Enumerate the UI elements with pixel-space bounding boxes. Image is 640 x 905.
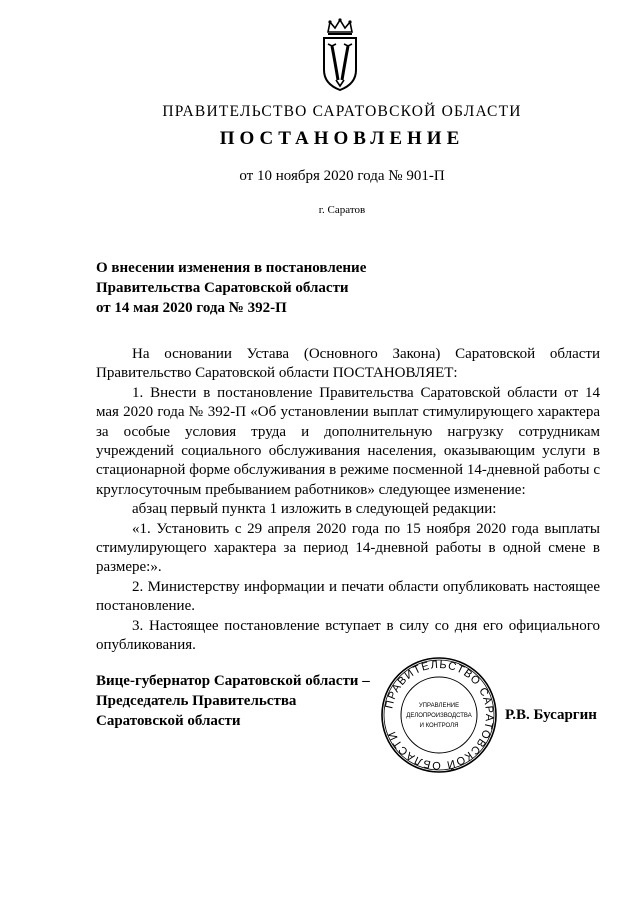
stamp-inner-line: И КОНТРОЛЯ (419, 723, 459, 729)
body-paragraph: абзац первый пункта 1 изложить в следующей редакции: (132, 501, 497, 518)
signatory-title (96, 671, 396, 731)
subject-line: Правительства Саратовской области (96, 280, 349, 296)
signatory-title-line: Председатель Правительства (96, 693, 297, 709)
official-stamp (380, 656, 498, 774)
document-city: г. Саратов (318, 204, 366, 216)
stamp-inner-line: ДЕЛОПРОИЗВОДСТВА (406, 713, 472, 719)
body-paragraph: 2. Министерству информации и печати области опубликовать настоящее постановление. (96, 578, 600, 615)
stamp-inner-line: УПРАВЛЕНИЕ (418, 703, 460, 709)
subject-line: О внесении изменения в постановление (96, 260, 367, 276)
saratov-coat-of-arms-icon (318, 18, 362, 92)
body-paragraph: На основании Устава (Основного Закона) Саратовской области Правительство Саратовской области ПОСТАНОВЛЯЕТ: (96, 346, 600, 382)
body-paragraph: «1. Установить с 29 апреля 2020 года по 15 ноября 2020 года выплаты стимулирующего характера за период 14-дневной работы в одной смене в размере:». (96, 520, 600, 576)
document-subject (96, 258, 426, 318)
body-paragraph: 3. Настоящее постановление вступает в силу со дня его официального опубликования. (96, 617, 600, 654)
signatory-title-line: Вице-губернатор Саратовской области – (96, 673, 370, 689)
body-paragraph: 1. Внести в постановление Правительства Саратовской области от 14 мая 2020 года № 392-П «Об установлении выплат стимулирующего характера за особые условия труда и дополнительную нагрузку сотрудникам учреждений социального обслуживания населения, оказывающим услуги в стационарной форме обслуживания в режиме посменной 14-дневной работы с круглосуточным пребыванием работников» следующее изменение: (96, 384, 600, 498)
document-date-number: от 10 ноября 2020 года № 901-П (239, 168, 445, 184)
signatory-title-line: Саратовской области (96, 713, 241, 729)
subject-line: от 14 мая 2020 года № 392-П (96, 300, 287, 316)
organization-title: ПРАВИТЕЛЬСТВО САРАТОВСКОЙ ОБЛАСТИ (162, 103, 522, 120)
document-type: ПОСТАНОВЛЕНИЕ (219, 128, 465, 149)
document-body (96, 345, 600, 656)
stamp-outer-text: ПРАВИТЕЛЬСТВО САРАТОВСКОЙ ОБЛАСТИ (383, 658, 496, 772)
signatory-name: Р.В. Бусаргин (505, 707, 597, 723)
